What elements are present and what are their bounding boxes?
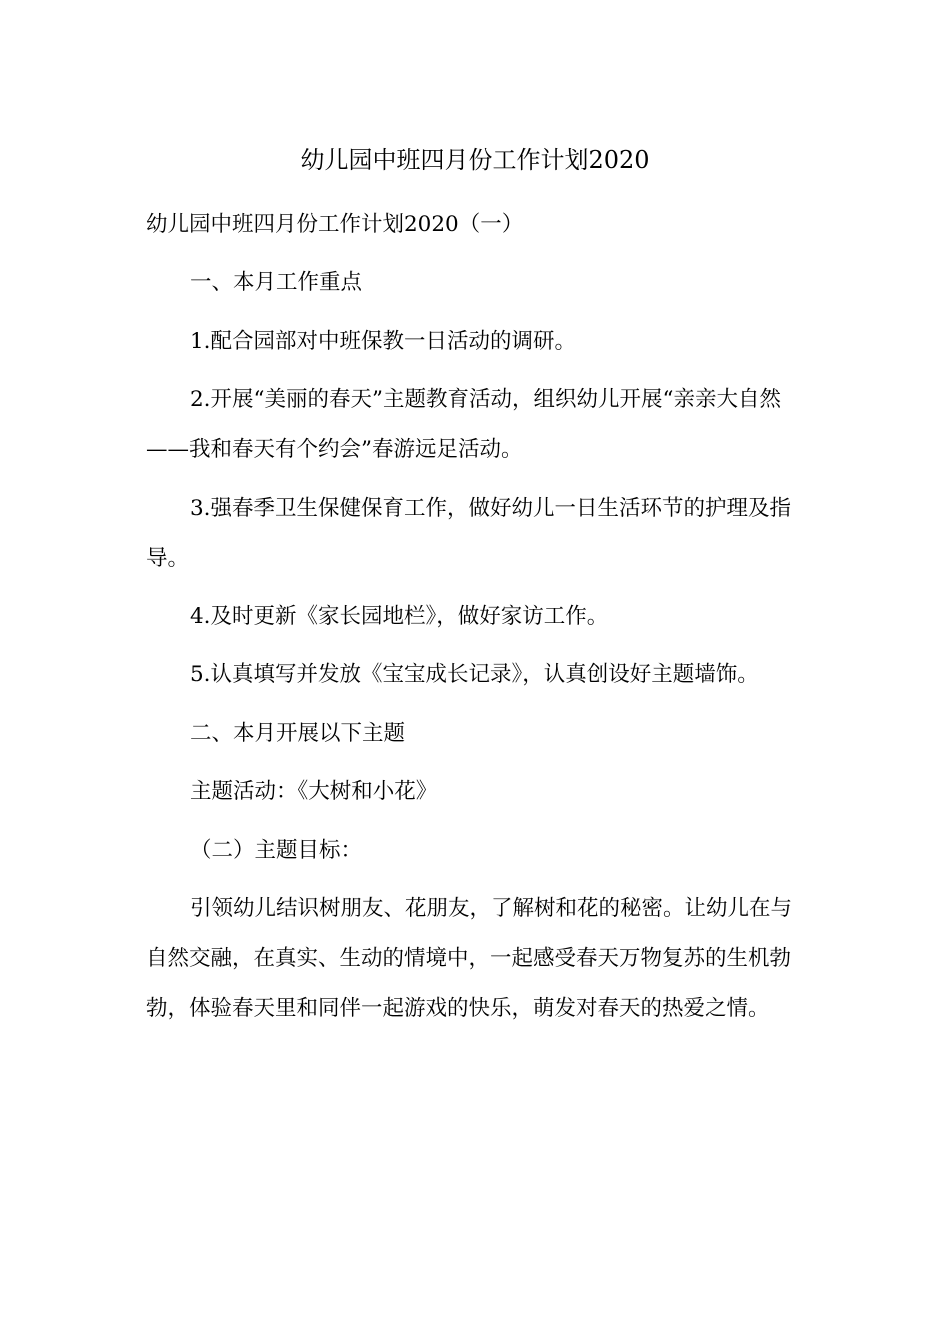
goal-paragraph: 引领幼儿结识树朋友、花朋友，了解树和花的秘密。让幼儿在与自然交融，在真实、生动的情境中，一起感受春天万物复苏的生机勃勃，体验春天里和同伴一起游戏的快乐，萌发对春天的热爱之情。 — [146, 895, 793, 1021]
document-title: 幼儿园中班四月份工作计划2020 — [300, 146, 650, 174]
goal-heading: （二）主题目标： — [190, 837, 363, 863]
document-body — [146, 200, 810, 1034]
work-item-1: 1.配合园部对中班保教一日活动的调研。 — [190, 328, 577, 354]
work-item-5: 5.认真填写并发放《宝宝成长记录》，认真创设好主题墙饰。 — [190, 662, 759, 688]
section-heading-themes: 二、本月开展以下主题 — [190, 720, 406, 746]
work-item-4: 4.及时更新《家长园地栏》，做好家访工作。 — [190, 603, 609, 629]
document-subtitle: 幼儿园中班四月份工作计划2020（一） — [146, 212, 524, 237]
work-item-3: 3.强春季卫生保健保育工作，做好幼儿一日生活环节的护理及指导。 — [146, 495, 792, 571]
section-heading-key-work: 一、本月工作重点 — [190, 270, 363, 296]
theme-activity: 主题活动：《大树和小花》 — [190, 779, 438, 805]
work-item-2: 2.开展“美丽的春天”主题教育活动，组织幼儿开展“亲亲大自然——我和春天有个约会”春游远足活动。 — [146, 387, 781, 463]
